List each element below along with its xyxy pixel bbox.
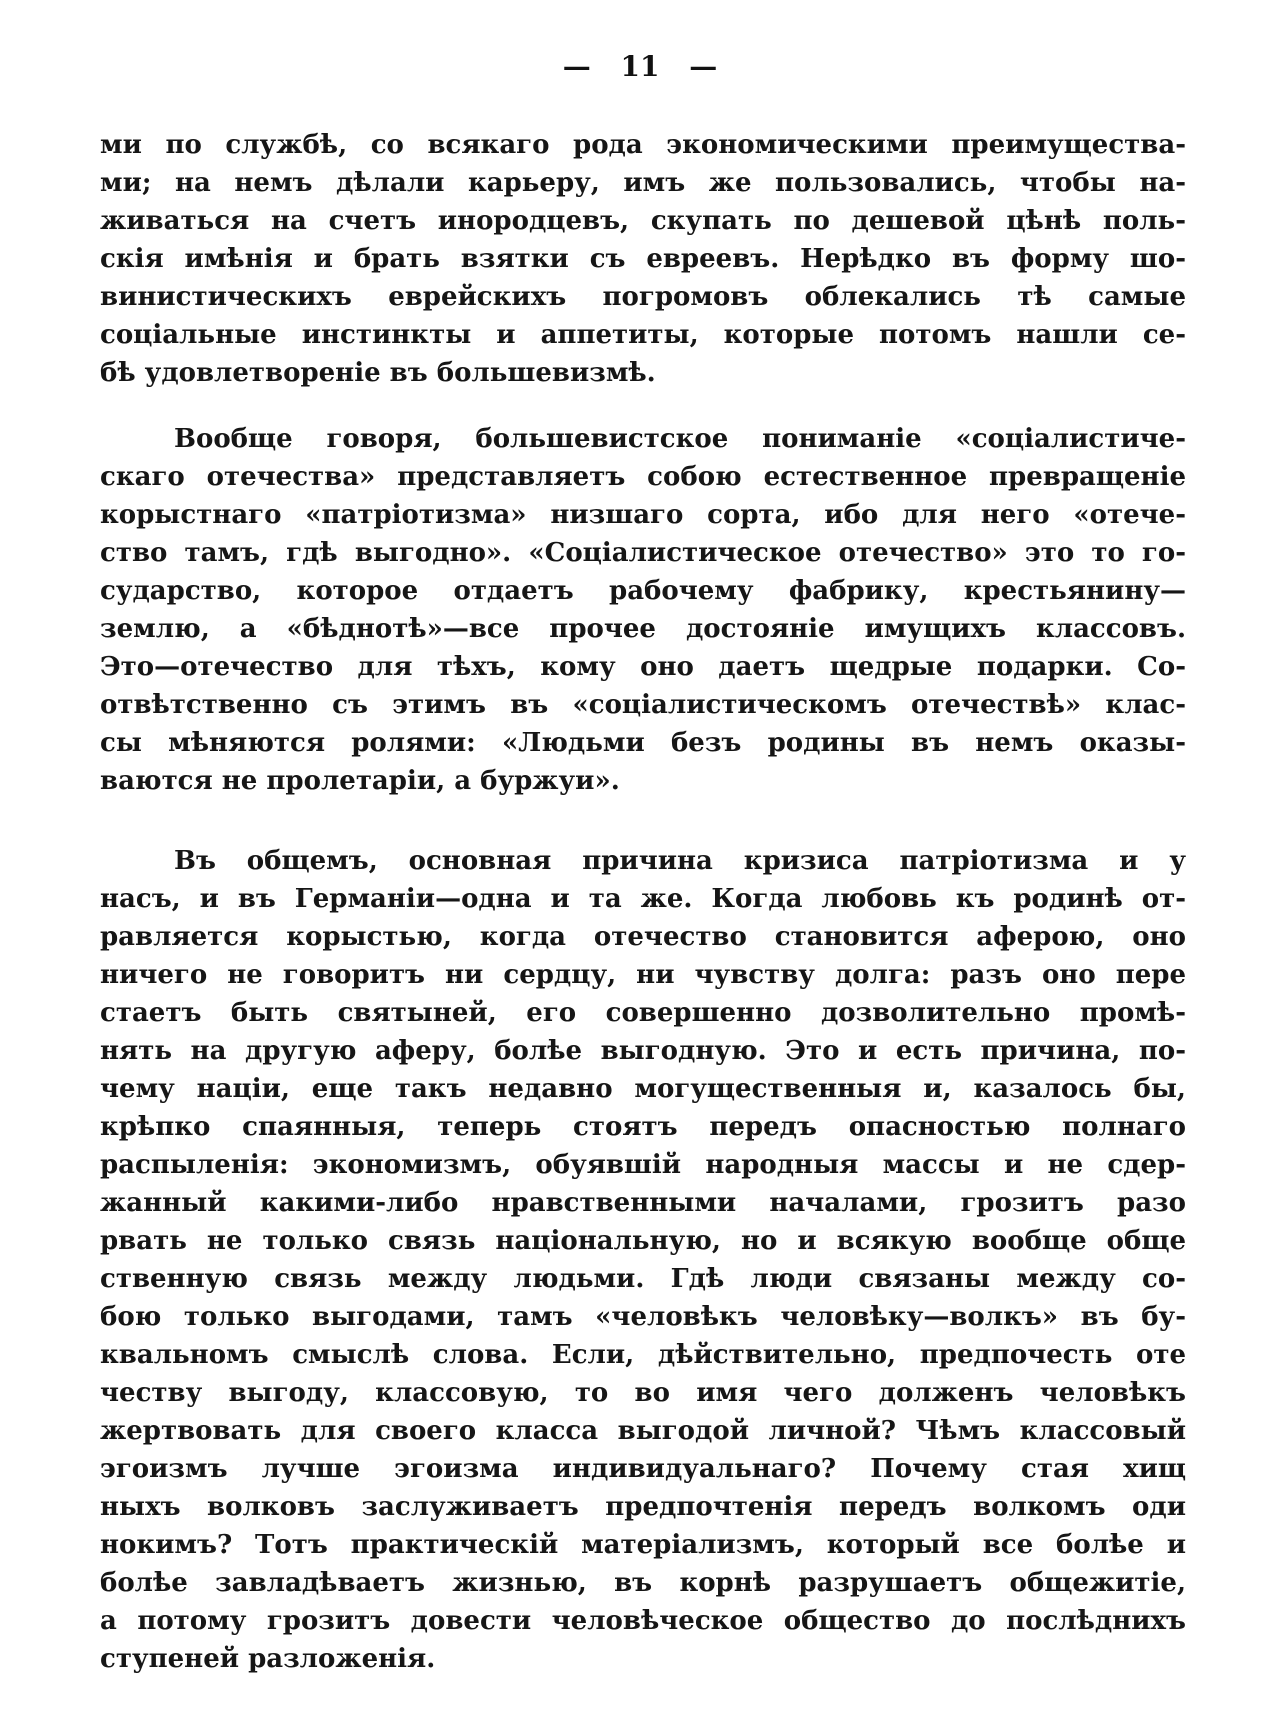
paragraph xyxy=(100,126,1186,392)
text-line: крѣпко спаянныя, теперь стоятъ передъ опасностью полнаго xyxy=(100,1112,1186,1142)
page-number: — 11 — xyxy=(562,50,718,83)
text-line: бою только выгодами, тамъ «человѣкъ человѣку—волкъ» въ бу- xyxy=(100,1302,1186,1332)
text-line: сы мѣняются ролями: «Людьми безъ родины въ немъ оказы- xyxy=(100,728,1186,758)
text-line: эгоизмъ лучше эгоизма индивидуальнаго? Почему стая хищ xyxy=(100,1454,1186,1484)
text-line: ми; на немъ дѣлали карьеру, имъ же пользовались, чтобы на- xyxy=(100,168,1186,198)
text-line: стаетъ быть святыней, его совершенно дозволительно промѣ- xyxy=(100,998,1186,1028)
text-line: жанный какими-либо нравственными началами, грозитъ разо xyxy=(100,1188,1186,1218)
text-line: а потому грозитъ довести человѣческое общество до послѣднихъ xyxy=(100,1606,1186,1636)
text-line: корыстнаго «патріотизма» низшаго сорта, ибо для него «отече- xyxy=(100,500,1186,530)
text-line: сударство, которое отдаетъ рабочему фабрику, крестьянину— xyxy=(100,576,1186,606)
text-line: ступеней разложенія. xyxy=(100,1644,436,1674)
text-line: нокимъ? Тотъ практическій матеріализмъ, который все болѣе и xyxy=(100,1530,1186,1560)
text-line: ничего не говоритъ ни сердцу, ни чувству долга: разъ оно пере xyxy=(100,960,1186,990)
text-line: ныхъ волковъ заслуживаетъ предпочтенія передъ волкомъ оди xyxy=(100,1492,1186,1522)
text-line: Вообще говоря, большевистское пониманіе «соціалистиче- xyxy=(174,424,1186,454)
text-line: ственную связь между людьми. Гдѣ люди связаны между со- xyxy=(100,1264,1186,1294)
text-line: жертвовать для своего класса выгодой личной? Чѣмъ классовый xyxy=(100,1416,1186,1446)
text-line: бѣ удовлетвореніе въ большевизмѣ. xyxy=(100,358,656,388)
text-line: чему націи, еще такъ недавно могущественныя и, казалось бы, xyxy=(100,1074,1186,1104)
text-line: квальномъ смыслѣ слова. Если, дѣйствительно, предпочесть оте xyxy=(100,1340,1186,1370)
text-line: распыленія: экономизмъ, обуявшій народныя массы и не сдер- xyxy=(100,1150,1186,1180)
text-line: отвѣтственно съ этимъ въ «соціалистическомъ отечествѣ» клас- xyxy=(100,690,1186,720)
text-line: нять на другую аферу, болѣе выгодную. Это и есть причина, по- xyxy=(100,1036,1186,1066)
text-line: болѣе завладѣваетъ жизнью, въ корнѣ разрушаетъ общежитіе, xyxy=(100,1568,1186,1598)
text-line: насъ, и въ Германіи—одна и та же. Когда любовь къ родинѣ от- xyxy=(100,884,1186,914)
text-line: ваются не пролетаріи, а буржуи». xyxy=(100,766,620,796)
paragraph xyxy=(100,420,1186,800)
text-line: скаго отечества» представляетъ собою естественное превращеніе xyxy=(100,462,1186,492)
text-line: живаться на счетъ инородцевъ, скупать по дешевой цѣнѣ поль- xyxy=(100,206,1186,236)
text-line: честву выгоду, классовую, то во имя чего долженъ человѣкъ xyxy=(100,1378,1186,1408)
paragraph xyxy=(100,842,1186,1678)
text-line: ство тамъ, гдѣ выгодно». «Соціалистическое отечество» это то го- xyxy=(100,538,1186,568)
text-line: винистическихъ еврейскихъ погромовъ облекались тѣ самые xyxy=(100,282,1186,312)
text-line: землю, а «бѣднотѣ»—все прочее достояніе имущихъ классовъ. xyxy=(100,614,1186,644)
text-line: рвать не только связь національную, но и всякую вообще обще xyxy=(100,1226,1186,1256)
text-line: Въ общемъ, основная причина кризиса патріотизма и у xyxy=(174,846,1186,876)
text-block xyxy=(100,126,1186,1678)
text-line: ми по службѣ, со всякаго рода экономическими преимущества- xyxy=(100,130,1186,160)
text-line: Это—отечество для тѣхъ, кому оно даетъ щедрые подарки. Со- xyxy=(100,652,1186,682)
text-line: равляется корыстью, когда отечество становится аферою, оно xyxy=(100,922,1186,952)
text-line: соціальные инстинкты и аппетиты, которые потомъ нашли се- xyxy=(100,320,1186,350)
text-line: скія имѣнія и брать взятки съ евреевъ. Нерѣдко въ форму шо- xyxy=(100,244,1186,274)
